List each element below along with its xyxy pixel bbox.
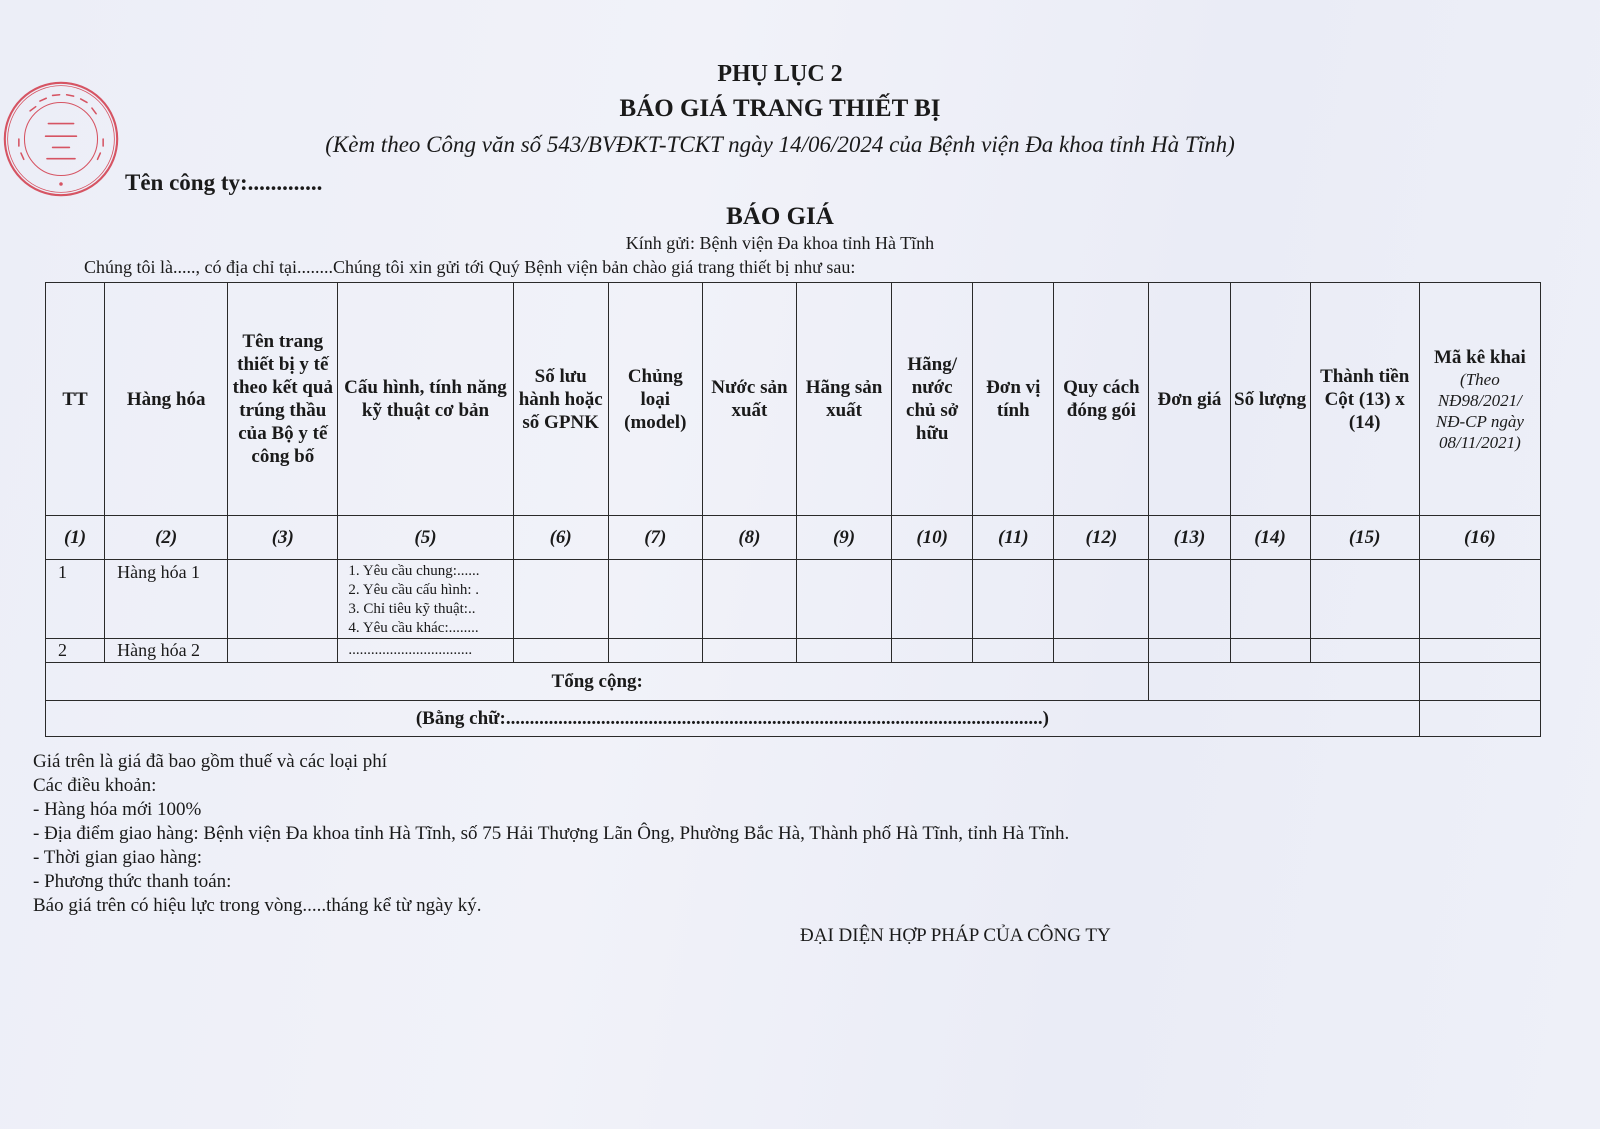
total-row — [46, 663, 1541, 701]
total-amount-cell — [1149, 663, 1419, 701]
column-number: (12) — [1054, 516, 1149, 560]
header-configuration: Cấu hình, tính năng kỹ thuật cơ bản — [338, 283, 513, 516]
row-cell-empty — [1310, 639, 1419, 663]
total-label: Tổng cộng: — [46, 663, 1149, 701]
validity-note: Báo giá trên có hiệu lực trong vòng.....tháng kể từ ngày ký. — [33, 895, 482, 916]
intro-text: Chúng tôi là....., có địa chỉ tại........Chúng tôi xin gửi tới Quý Bệnh viện bản chào giá trang thiết bị như sau: — [84, 257, 856, 277]
row-cell-empty — [228, 560, 338, 639]
in-words-label: (Bằng chữ:.................................................................................................................) — [46, 701, 1420, 737]
price-note: Giá trên là giá đã bao gồm thuế và các loại phí — [33, 751, 388, 772]
row-cell-empty — [702, 560, 796, 639]
document-title: BÁO GIÁ TRANG THIẾT BỊ — [619, 95, 941, 122]
column-number: (8) — [702, 516, 796, 560]
header-declaration-code-note: (Theo NĐ98/2021/ NĐ-CP ngày 08/11/2021) — [1435, 369, 1524, 452]
row-cell-empty — [973, 639, 1054, 663]
table-header-row — [46, 283, 1541, 516]
header-unit-price: Đơn giá — [1149, 283, 1230, 516]
column-number: (1) — [46, 516, 105, 560]
header-model: Chủng loại (model) — [608, 283, 702, 516]
signature-block: ĐẠI DIỆN HỢP PHÁP CỦA CÔNG TY — [800, 925, 1111, 946]
term-item: - Phương thức thanh toán: — [33, 871, 232, 892]
header-declaration-code — [1419, 283, 1540, 516]
row-cell-empty — [1419, 639, 1540, 663]
row-cell-empty — [513, 560, 608, 639]
term-item: - Hàng hóa mới 100% — [33, 799, 202, 820]
header-quantity: Số lượng — [1230, 283, 1310, 516]
row-cell-empty — [892, 639, 973, 663]
column-number: (16) — [1419, 516, 1540, 560]
company-name-field: Tên công ty:............. — [125, 170, 323, 195]
row-tt: 1 — [46, 560, 105, 639]
header-equipment-name: Tên trang thiết bị y tế theo kết quả trúng thầu của Bộ y tế công bố — [228, 283, 338, 516]
row-cell-empty — [702, 639, 796, 663]
spec-line: 3. Chỉ tiêu kỹ thuật:.. — [348, 601, 476, 617]
terms-section — [33, 750, 1069, 918]
row-cell-empty — [608, 639, 702, 663]
official-seal-stamp — [2, 80, 120, 198]
column-number: (2) — [105, 516, 228, 560]
row-spec — [338, 560, 513, 639]
appendix-title: PHỤ LỤC 2 — [717, 61, 843, 87]
column-number: (9) — [796, 516, 891, 560]
spec-line: 4. Yêu cầu khác:........ — [348, 620, 479, 636]
document-subtitle: (Kèm theo Công văn số 543/BVĐKT-TCKT ngày 14/06/2024 của Bệnh viện Đa khoa tỉnh Hà Tĩnh) — [325, 132, 1235, 157]
header-owner: Hãng/ nước chủ sở hữu — [892, 283, 973, 516]
row-cell-empty — [796, 639, 891, 663]
column-number: (5) — [338, 516, 513, 560]
in-words-code-cell — [1419, 701, 1540, 737]
row-cell-empty — [1230, 560, 1310, 639]
row-item: Hàng hóa 2 — [105, 639, 228, 663]
row-tt: 2 — [46, 639, 105, 663]
header-unit: Đơn vị tính — [973, 283, 1054, 516]
in-words-row — [46, 701, 1541, 737]
row-cell-empty — [228, 639, 338, 663]
column-number: (10) — [892, 516, 973, 560]
row-cell-empty — [513, 639, 608, 663]
row-cell-empty — [1310, 560, 1419, 639]
spec-line: 2. Yêu cầu cấu hình: . — [348, 582, 480, 598]
quote-table — [45, 282, 1541, 737]
column-number: (7) — [608, 516, 702, 560]
terms-heading: Các điều khoản: — [33, 775, 157, 796]
row-cell-empty — [796, 560, 891, 639]
header-declaration-code-label: Mã kê khai — [1433, 346, 1526, 368]
row-cell-empty — [1419, 560, 1540, 639]
header-tt: TT — [46, 283, 105, 516]
column-number-row — [46, 516, 1541, 560]
column-number: (14) — [1230, 516, 1310, 560]
header-item: Hàng hóa — [105, 283, 228, 516]
quote-title: BÁO GIÁ — [726, 203, 834, 230]
column-number: (13) — [1149, 516, 1230, 560]
column-number: (15) — [1310, 516, 1419, 560]
header-manufacturer: Hãng sản xuất — [796, 283, 891, 516]
column-number: (6) — [513, 516, 608, 560]
column-number: (11) — [973, 516, 1054, 560]
term-item: - Địa điểm giao hàng: Bệnh viện Đa khoa tỉnh Hà Tĩnh, số 75 Hải Thượng Lãn Ông, Phường Bắc Hà, Thành phố Hà Tĩnh, tỉnh Hà Tĩnh. — [33, 823, 1070, 844]
row-cell-empty — [1054, 560, 1149, 639]
header-packaging: Quy cách đóng gói — [1054, 283, 1149, 516]
row-cell-empty — [892, 560, 973, 639]
row-cell-empty — [1230, 639, 1310, 663]
table-row — [46, 560, 1541, 639]
addressee: Kính gửi: Bệnh viện Đa khoa tỉnh Hà Tĩnh — [625, 233, 935, 253]
term-item: - Thời gian giao hàng: — [33, 847, 203, 868]
row-cell-empty — [1149, 560, 1230, 639]
row-cell-empty — [1149, 639, 1230, 663]
row-cell-empty — [1054, 639, 1149, 663]
header-country-of-manufacture: Nước sản xuất — [702, 283, 796, 516]
total-code-cell — [1419, 663, 1540, 701]
table-row — [46, 639, 1541, 663]
row-cell-empty — [608, 560, 702, 639]
spec-line: 1. Yêu cầu chung:...... — [348, 563, 480, 579]
row-item: Hàng hóa 1 — [105, 560, 228, 639]
row-cell-empty — [973, 560, 1054, 639]
row-spec — [338, 639, 513, 663]
header-registration-number: Số lưu hành hoặc số GPNK — [513, 283, 608, 516]
column-number: (3) — [228, 516, 338, 560]
spec-line: ................................. — [348, 642, 473, 658]
header-amount: Thành tiền Cột (13) x (14) — [1310, 283, 1419, 516]
